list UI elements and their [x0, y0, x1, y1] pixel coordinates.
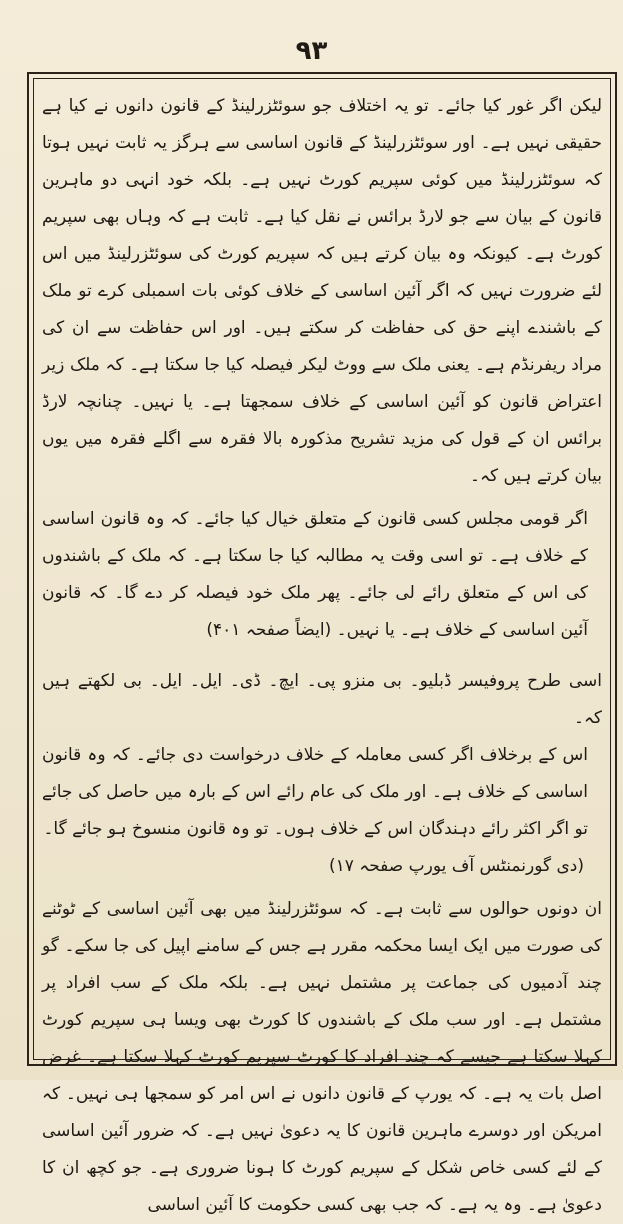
- quotation-munro: اس کے برخلاف اگر کسی معاملہ کے خلاف درخواست دی جائے۔ کہ وہ قانون اساسی کے خلاف ہے۔ اور ملک کی عام رائے اس کے بارہ میں حاصل کی جائے تو اگر اکثر رائے دہندگان اس کے خلاف ہوں۔ تو وہ قانون منسوخ ہو جائے گا۔: [42, 745, 588, 839]
- paragraph-intro: لیکن اگر غور کیا جائے۔ تو یہ اختلاف جو سوئٹزرلینڈ کے قانون دانوں نے کیا ہے حقیقی نہیں ہے۔ اور سوئٹزرلینڈ کے قانون اساسی سے ہرگز یہ ثابت نہیں ہوتا کہ سوئٹزرلینڈ میں کوئی سپریم کورٹ نہیں ہے۔ بلکہ خود انہی دو ماہرین قانون کے بیان سے جو لارڈ برائس نے نقل کیا ہے۔ ثابت ہے کہ وہاں بھی سپریم کورٹ ہے۔ کیونکہ وہ بیان کرتے ہیں کہ سپریم کورٹ کی سوئٹزرلینڈ میں اس لئے ضرورت نہیں کہ اگر آئین اساسی کے خلاف کوئی بات اسمبلی کرے تو ملک کے باشندے اپنے حق کی حفاظت کر سکتے ہیں۔ اور اس حفاظت سے ان کی مراد ریفرنڈم ہے۔ یعنی ملک سے ووٹ لیکر فیصلہ کیا جا سکتا ہے۔ کہ ملک زیر اعتراض قانون کو آئین اساسی کے خلاف سمجھتا ہے۔ یا نہیں۔ چنانچہ لارڈ برائس ان کے قول کی مزید تشریح مذکورہ بالا فقرہ سے اگلے فقرہ میں یوں بیان کرتے ہیں کہ۔: [42, 96, 602, 486]
- page-number: ۹۳: [295, 36, 328, 66]
- paragraph-conclusion: ان دونوں حوالوں سے ثابت ہے۔ کہ سوئٹزرلینڈ میں بھی آئین اساسی کے ٹوٹنے کی صورت میں ایک ایسا محکمہ مقرر ہے جس کے سامنے اپیل کی جا سکے۔ گو چند آدمیوں کی جماعت پر مشتمل نہیں ہے۔ بلکہ ملک کے سب افراد پر مشتمل ہے۔ اور سب ملک کے باشندوں کا کورٹ بھی ویسا ہی سپریم کورٹ کہلا سکتا ہے جیسے کہ چند افراد کا کورٹ سپریم کورٹ کہلا سکتا ہے۔ غرض اصل بات یہ ہے۔ کہ یورپ کے قانون دانوں نے اس امر کو سمجھا ہی نہیں۔ کہ امریکن اور دوسرے ماہرین قانون کا یہ دعویٰ نہیں ہے۔ کہ ضرور آئین اساسی کے لئے کسی خاص شکل کے سپریم کورٹ کا ہونا ضروری ہے۔ جو کچھ ان کا دعویٰ ہے۔ وہ یہ ہے۔ کہ جب بھی کسی حکومت کا آئین اساسی: [42, 899, 602, 1215]
- paragraph-munro-intro: اسی طرح پروفیسر ڈبلیو۔ بی منزو پی۔ ایچ۔ ڈی۔ ایل۔ ایل۔ بی لکھتے ہیں کہ۔: [42, 671, 602, 728]
- citation-governments-of-europe: (دی گورنمنٹس آف یورپ صفحہ ۱۷): [328, 856, 584, 876]
- page-content: [42, 88, 602, 1215]
- quotation-bryce: اگر قومی مجلس کسی قانون کے متعلق خیال کیا جائے۔ کہ وہ قانون اساسی کے خلاف ہے۔ تو اسی وقت یہ مطالبہ کیا جا سکتا ہے۔ کہ ملک کے باشندوں کی اس کے متعلق رائے لی جائے۔ پھر ملک خود فیصلہ کر دے گا۔ کہ قانون آئین اساسی کے خلاف ہے۔ یا نہیں۔ (ایضاً صفحہ ۴۰۱): [42, 509, 588, 640]
